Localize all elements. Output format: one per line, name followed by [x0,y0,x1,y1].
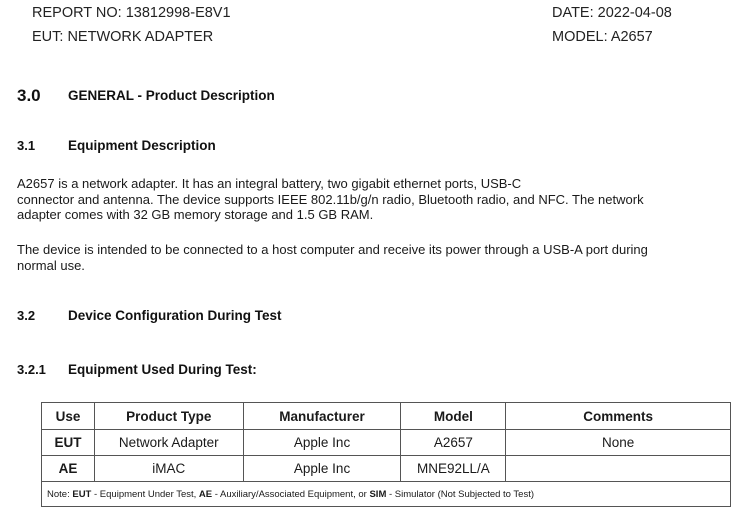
cell-use: EUT [42,430,95,456]
cell-manufacturer: Apple Inc [243,456,401,482]
cell-model: A2657 [401,430,506,456]
table-row [42,430,731,456]
column-header-model: Model [401,403,506,430]
section-3-2-number: 3.2 [17,308,36,323]
cell-model: MNE92LL/A [401,456,506,482]
column-header-comments: Comments [506,403,731,430]
paragraph-line: normal use. [17,257,85,273]
eut-label: EUT: NETWORK ADAPTER [32,29,214,45]
column-header-product-type: Product Type [94,403,243,430]
report-number: REPORT NO: 13812998-E8V1 [32,5,231,21]
table-header-row [42,403,731,430]
cell-product-type: Network Adapter [94,430,243,456]
model-label: MODEL: A2657 [552,29,653,45]
section-3-0-number: 3.0 [17,86,41,105]
paragraph-line: A2657 is a network adapter. It has an integral battery, two gigabit ethernet ports, USB-C [17,176,522,191]
table-note [42,482,731,507]
equipment-table [41,402,731,507]
note-sim-abbr: SIM [369,488,387,500]
note-sim-text: - Simulator (Not Subjected to Test) [386,488,535,500]
note-eut-abbr: EUT [72,488,92,500]
note-eut-text: - Equipment Under Test, [91,488,199,500]
table-row [42,456,731,482]
column-header-use: Use [42,403,95,430]
section-3-0-title: GENERAL - Product Description [68,88,275,103]
paragraph-line: connector and antenna. The device supports IEEE 802.11b/g/n radio, Bluetooth radio, and NFC. The network [17,191,644,207]
column-header-manufacturer: Manufacturer [243,403,401,430]
paragraph-line: The device is intended to be connected to a host computer and receive its power through a USB-A port during [17,242,648,257]
power-description-paragraph [17,242,737,273]
section-3-2-title: Device Configuration During Test [68,308,282,323]
cell-comments: None [506,430,731,456]
note-prefix: Note: [47,488,73,500]
note-ae-text: - Auxiliary/Associated Equipment, or [212,488,370,500]
section-3-1-title: Equipment Description [68,138,216,153]
paragraph-line: adapter comes with 32 GB memory storage and 1.5 GB RAM. [17,207,374,222]
equipment-description-paragraph [17,176,737,223]
report-date: DATE: 2022-04-08 [552,5,672,21]
section-3-2-1-number: 3.2.1 [17,362,46,377]
table-note-row [42,482,731,507]
cell-use: AE [42,456,95,482]
cell-manufacturer: Apple Inc [243,430,401,456]
section-3-2-1-title: Equipment Used During Test: [68,362,257,377]
section-3-1-number: 3.1 [17,138,36,153]
note-ae-abbr: AE [198,488,213,500]
cell-comments [506,456,731,482]
cell-product-type: iMAC [94,456,243,482]
